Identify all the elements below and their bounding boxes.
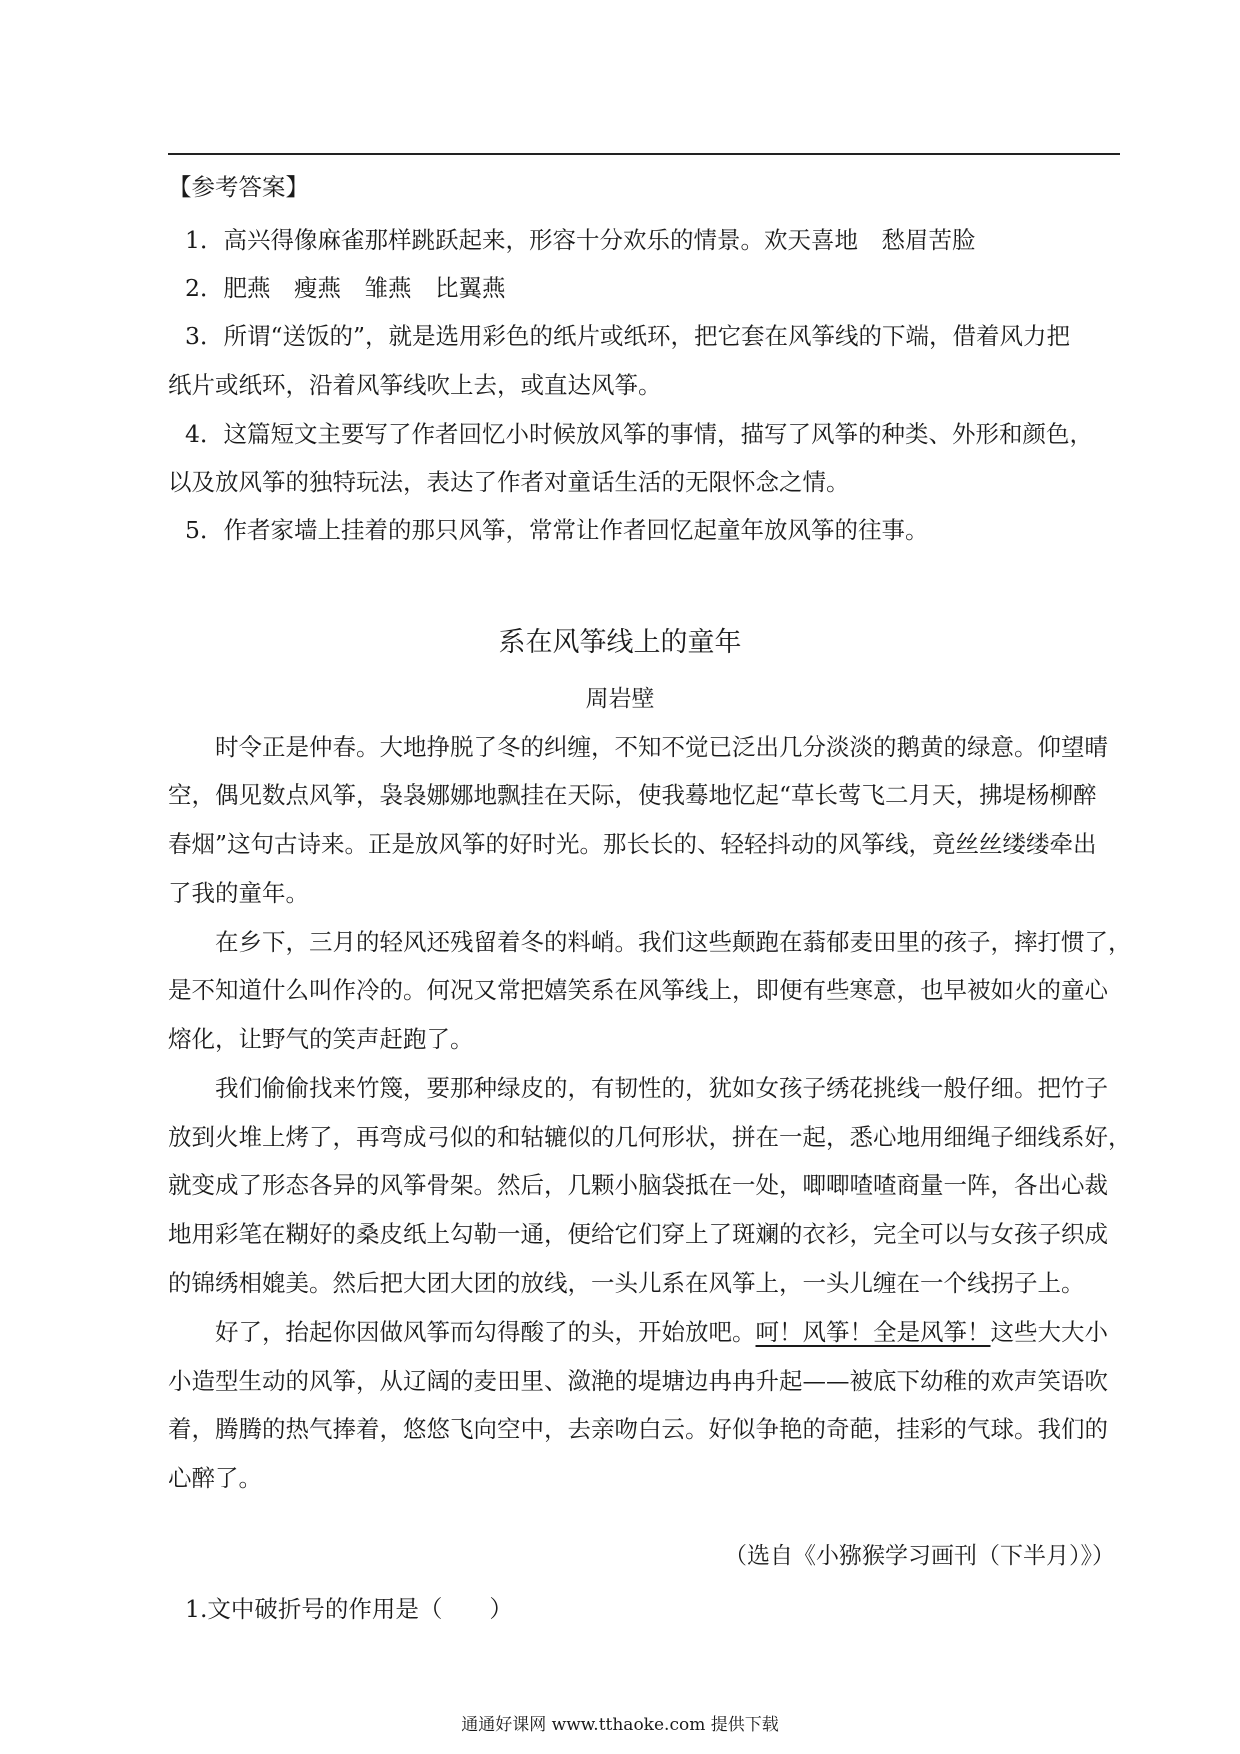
answer-5: 5．作者家墙上挂着的那只风筝，常常让作者回忆起童年放风筝的往事。	[185, 516, 929, 544]
article-line: 春烟”这句古诗来。正是放风筝的好时光。那长长的、轻轻抖动的风筝线，竟丝丝缕缕牵出	[168, 830, 1097, 858]
underlined-exclamation: 呵！风筝！全是风筝！	[755, 1318, 991, 1346]
answer-2: 2．肥燕 瘦燕 雏燕 比翼燕	[185, 274, 506, 302]
p5-text-before: 好了，抬起你因做风筝而勾得酸了的头，开始放吧。	[215, 1318, 756, 1346]
answer-1: 1．高兴得像麻雀那样跳跃起来，形容十分欢乐的情景。欢天喜地 愁眉苦脸	[185, 226, 976, 254]
question-1: 1.文中破折号的作用是（ ）	[185, 1595, 513, 1623]
article-line-p5	[215, 1317, 1175, 1347]
article-source: （选自《小猕猴学习画刊（下半月）》）	[724, 1543, 1115, 1569]
answer-3: 3．所谓“送饭的”，就是选用彩色的纸片或纸环，把它套在风筝线的下端，借着风力把	[185, 322, 1070, 350]
article-line: 心醉了。	[168, 1464, 262, 1492]
answer-4: 4．这篇短文主要写了作者回忆小时候放风筝的事情，描写了风筝的种类、外形和颜色，	[185, 420, 1093, 448]
article-line: 时令正是仲春。大地挣脱了冬的纠缠，不知不觉已泛出几分淡淡的鹅黄的绿意。仰望晴	[215, 733, 1108, 761]
article-line: 了我的童年。	[168, 879, 309, 907]
article-author: 周岩壁	[585, 686, 655, 712]
article-title: 系在风筝线上的童年	[498, 627, 742, 658]
article-line: 小造型生动的风筝，从辽阔的麦田里、潋滟的堤塘边冉冉升起——被底下幼稚的欢声笑语吹	[168, 1367, 1108, 1395]
article-line: 地用彩笔在糊好的桑皮纸上勾勒一通，便给它们穿上了斑斓的衣衫，完全可以与女孩子织成	[168, 1220, 1108, 1248]
article-line: 是不知道什么叫作冷的。何况又常把嬉笑系在风筝线上，即便有些寒意，也早被如火的童心	[168, 976, 1108, 1004]
article-line: 空，偶见数点风筝，袅袅娜娜地飘挂在天际，使我蓦地忆起“草长莺飞二月天，拂堤杨柳醉	[168, 781, 1097, 809]
answers-heading: 【参考答案】	[168, 173, 309, 201]
top-rule	[168, 153, 1120, 155]
p5-text-after: 这些大大小	[990, 1318, 1108, 1346]
answer-4-cont: 以及放风筝的独特玩法，表达了作者对童话生活的无限怀念之情。	[168, 468, 850, 496]
answer-3-cont: 纸片或纸环，沿着风筝线吹上去，或直达风筝。	[168, 371, 662, 399]
article-line: 我们偷偷找来竹篾，要那种绿皮的，有韧性的，犹如女孩子绣花挑线一般仔细。把竹子	[215, 1074, 1108, 1102]
article-line: 放到火堆上烤了，再弯成弓似的和轱辘似的几何形状，拼在一起，悉心地用细绳子细线系好，	[168, 1123, 1132, 1151]
page-footer: 通通好课网 www.tthaoke.com 提供下载	[461, 1715, 779, 1735]
article-line: 的锦绣相媲美。然后把大团大团的放线，一头儿系在风筝上，一头儿缠在一个线拐子上。	[168, 1269, 1085, 1297]
article-line: 在乡下，三月的轻风还残留着冬的料峭。我们这些颠跑在蓊郁麦田里的孩子，摔打惯了，	[215, 928, 1132, 956]
article-line: 着，腾腾的热气捧着，悠悠飞向空中，去亲吻白云。好似争艳的奇葩，挂彩的气球。我们的	[168, 1415, 1108, 1443]
article-line: 就变成了形态各异的风筝骨架。然后，几颗小脑袋抵在一处，唧唧喳喳商量一阵，各出心裁	[168, 1171, 1108, 1199]
article-line: 熔化，让野气的笑声赶跑了。	[168, 1025, 474, 1053]
